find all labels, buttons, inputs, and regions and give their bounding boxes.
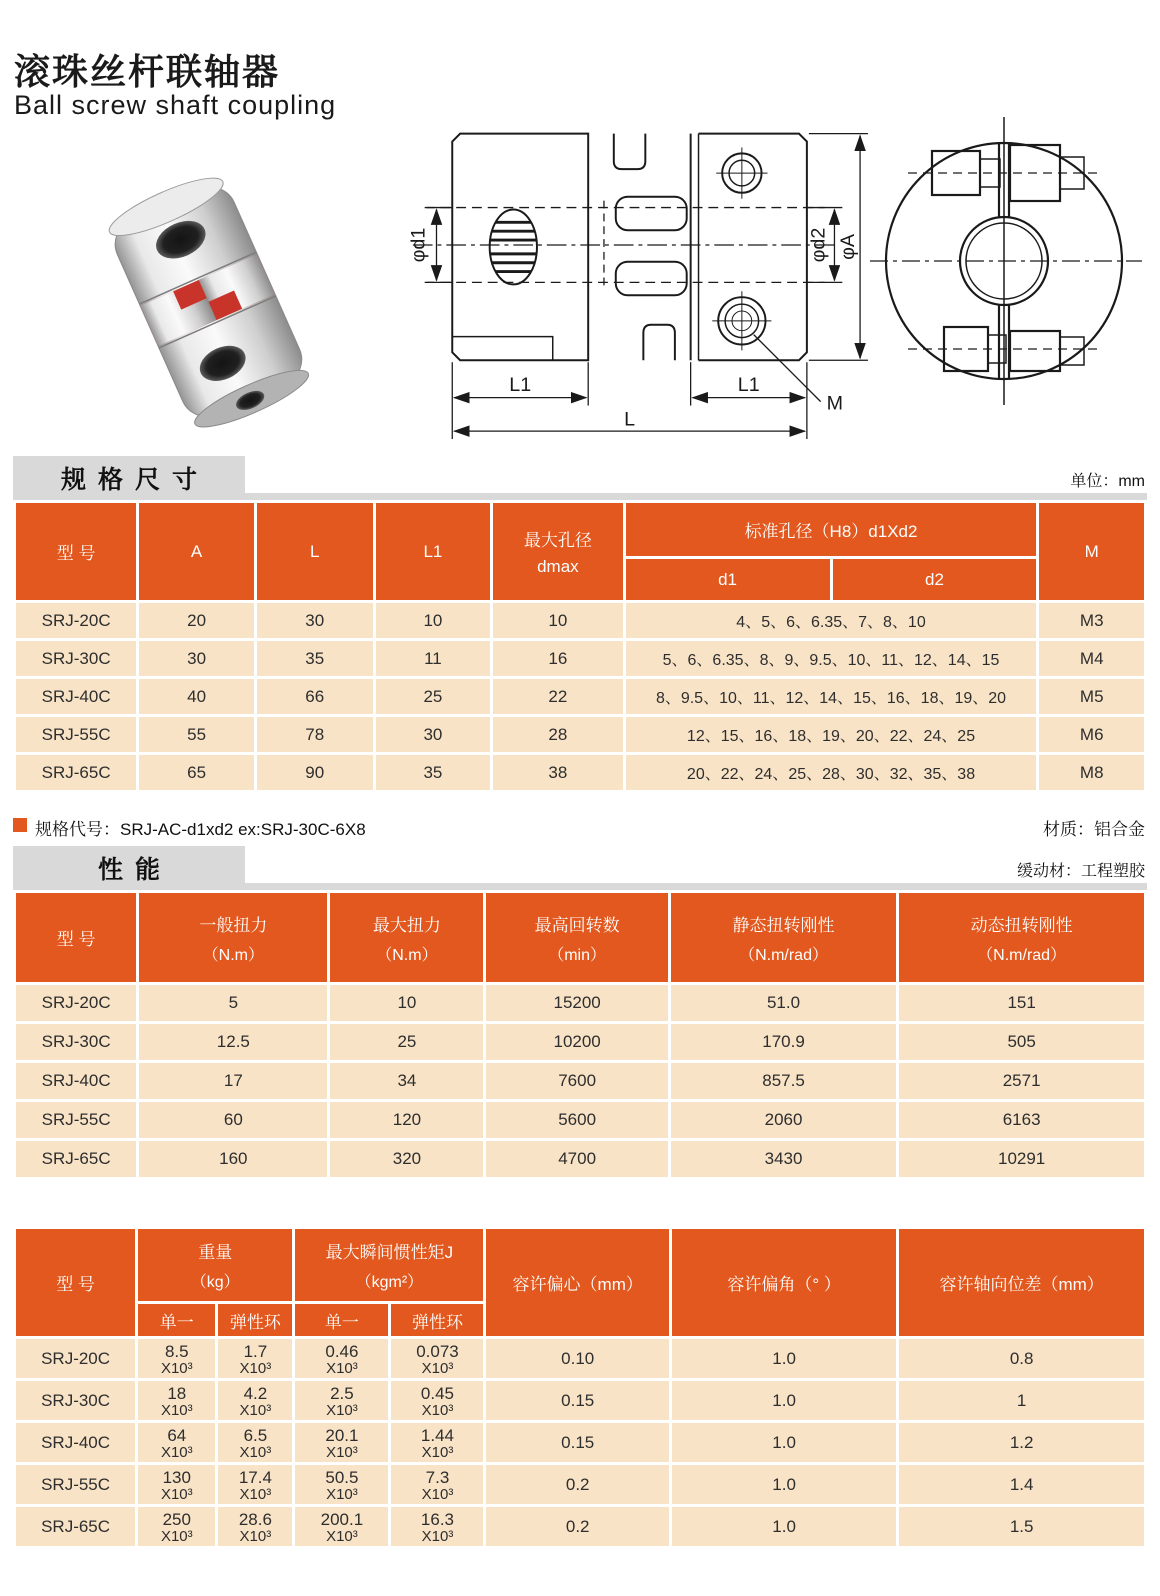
value: 0.45 (420, 1383, 455, 1403)
cell-angle: 1.0 (670, 1338, 897, 1380)
cell-inertia-ring (390, 1338, 485, 1380)
multiplier: X10³ (160, 1401, 193, 1419)
product-photo (55, 168, 355, 430)
front-view-drawing (852, 103, 1157, 443)
table-row (15, 602, 1146, 640)
cell-l1: 10 (374, 602, 492, 640)
col-header-dmax (492, 502, 624, 602)
multiplier: X10³ (326, 1401, 358, 1419)
side-view-drawing (395, 112, 873, 442)
cell-torque: 60 (138, 1101, 329, 1140)
multiplier: X10³ (421, 1359, 454, 1377)
cell-inertia-ring (390, 1422, 485, 1464)
value: 2.5 (330, 1383, 354, 1403)
cell-static-stiffness: 3430 (669, 1140, 897, 1179)
col-header-a: A (138, 502, 256, 602)
cell-model: SRJ-30C (15, 1380, 137, 1422)
cell-bores: 5、6、6.35、8、9、9.5、10、11、12、14、15 (624, 640, 1038, 678)
col-header-inertia-group (294, 1228, 485, 1303)
dim-label-a: φA (837, 234, 860, 260)
cell-axial: 0.8 (898, 1338, 1146, 1380)
cell-bores: 20、22、24、25、28、30、32、35、38 (624, 754, 1038, 792)
cell-inertia-single (294, 1380, 390, 1422)
header-unit: （N.m/rad） (977, 946, 1067, 964)
cell-static-stiffness: 857.5 (669, 1062, 897, 1101)
header-name: 一般扭力 (199, 915, 268, 935)
page-title: 滚珠丝杆联轴器 (14, 51, 281, 92)
multiplier: X10³ (421, 1401, 454, 1419)
front-center-lines (870, 173, 1142, 349)
center-lines (413, 201, 837, 290)
cell-l: 78 (255, 716, 374, 754)
cell-model: SRJ-55C (15, 1101, 138, 1140)
header-name: 最高回转数 (534, 915, 620, 935)
cell-l: 30 (255, 602, 374, 640)
value: 0.46 (325, 1341, 359, 1361)
value: 0.073 (416, 1341, 459, 1361)
cell-l1: 25 (374, 678, 492, 716)
spec-table (13, 500, 1147, 793)
col-header-weight-group (137, 1228, 294, 1303)
cell-model: SRJ-20C (15, 984, 138, 1023)
cell-model: SRJ-20C (15, 602, 138, 640)
cell-torque: 5 (138, 984, 329, 1023)
cell-weight-single (137, 1338, 217, 1380)
table-row (15, 1101, 1146, 1140)
cell-bores: 4、5、6、6.35、7、8、10 (624, 602, 1038, 640)
value: 16.3 (420, 1509, 455, 1529)
table-row (15, 1506, 1146, 1548)
table-row (15, 1380, 1146, 1422)
cell-inertia-ring (390, 1506, 485, 1548)
cell-dmax: 16 (492, 640, 624, 678)
value: 20.1 (325, 1425, 359, 1445)
value: 8.5 (164, 1341, 189, 1361)
col-header-static-stiffness (669, 892, 897, 984)
dim-label-d2: φd2 (807, 227, 830, 263)
cell-a: 30 (138, 640, 256, 678)
coupling-outline (452, 134, 807, 361)
col-header-m: M (1038, 502, 1146, 602)
buffer-note: 缓动材：工程塑胶 (1016, 863, 1145, 880)
multiplier: X10³ (421, 1443, 454, 1461)
cell-l1: 35 (374, 754, 492, 792)
header-name: 重量 (198, 1243, 233, 1262)
multiplier: X10³ (239, 1401, 272, 1419)
col-header-model: 型 号 (15, 502, 138, 602)
cell-model: SRJ-40C (15, 1062, 138, 1101)
cell-angle: 1.0 (670, 1464, 897, 1506)
cell-weight-single (137, 1380, 217, 1422)
table-header-row (15, 892, 1146, 984)
value: 200.1 (320, 1509, 364, 1529)
cell-torque: 12.5 (138, 1023, 329, 1062)
cell-l: 35 (255, 640, 374, 678)
cell-l1: 30 (374, 716, 492, 754)
cell-weight-ring (217, 1506, 294, 1548)
value: 1.44 (420, 1425, 455, 1445)
header-name: 最大扭力 (372, 915, 441, 935)
value: 17.4 (238, 1467, 272, 1487)
cell-max-rpm: 4700 (485, 1140, 669, 1179)
cell-a: 65 (138, 754, 256, 792)
cell-dynamic-stiffness: 6163 (898, 1101, 1146, 1140)
col-header-dynamic-stiffness (898, 892, 1146, 984)
cell-axial: 1 (898, 1380, 1146, 1422)
cell-weight-single (137, 1506, 217, 1548)
multiplier: X10³ (421, 1485, 454, 1503)
table-header-row (15, 502, 1146, 558)
col-header-max-rpm (485, 892, 669, 984)
value: 130 (162, 1467, 191, 1487)
dmax-label: 最大孔径 (523, 531, 592, 550)
header-unit: （N.m） (376, 946, 438, 964)
cell-angle: 1.0 (670, 1506, 897, 1548)
col-header-weight-ring: 弹性环 (217, 1303, 294, 1338)
header-name: 最大瞬间惯性矩J (325, 1243, 454, 1262)
multiplier: X10³ (160, 1443, 193, 1461)
cell-inertia-single (294, 1422, 390, 1464)
cell-bores: 12、15、16、18、19、20、22、24、25 (624, 716, 1038, 754)
performance-section-title: 性能 (13, 846, 245, 890)
cell-l: 66 (255, 678, 374, 716)
cell-l1: 11 (374, 640, 492, 678)
col-header-model: 型 号 (15, 1228, 137, 1338)
header-unit: （N.m/rad） (739, 946, 828, 964)
cell-inertia-ring (390, 1380, 485, 1422)
multiplier: X10³ (326, 1527, 358, 1545)
cell-static-stiffness: 51.0 (669, 984, 897, 1023)
cell-model: SRJ-55C (15, 716, 138, 754)
multiplier: X10³ (239, 1527, 272, 1545)
cell-dynamic-stiffness: 151 (898, 984, 1146, 1023)
cell-dynamic-stiffness: 505 (898, 1023, 1146, 1062)
cell-max-rpm: 7600 (485, 1062, 669, 1101)
performance-table (13, 890, 1147, 1180)
cell-eccentricity: 0.15 (485, 1380, 670, 1422)
value: 50.5 (325, 1467, 359, 1487)
value: 28.6 (238, 1509, 272, 1529)
spec-section-title: 规格尺寸 (13, 456, 245, 500)
table-row (15, 1338, 1146, 1380)
header-name: 静态扭转刚性 (732, 915, 835, 935)
cell-max-rpm: 10200 (485, 1023, 669, 1062)
multiplier: X10³ (239, 1443, 272, 1461)
cell-bores: 8、9.5、10、11、12、14、15、16、18、19、20 (624, 678, 1038, 716)
cell-l: 90 (255, 754, 374, 792)
dim-label-l: L (624, 408, 636, 431)
cell-eccentricity: 0.2 (485, 1506, 670, 1548)
cell-eccentricity: 0.15 (485, 1422, 670, 1464)
col-header-inertia-ring: 弹性环 (390, 1303, 485, 1338)
table-row (15, 1422, 1146, 1464)
dim-label-l1-right: L1 (737, 373, 760, 396)
page-subtitle: Ball screw shaft coupling (14, 90, 337, 120)
header-unit: （kg） (190, 1274, 240, 1291)
value: 4.2 (243, 1383, 268, 1403)
table-row (15, 1023, 1146, 1062)
cell-model: SRJ-65C (15, 1140, 138, 1179)
value: 18 (167, 1383, 187, 1403)
cell-model: SRJ-40C (15, 678, 138, 716)
cell-axial: 1.5 (898, 1506, 1146, 1548)
cell-dynamic-stiffness: 10291 (898, 1140, 1146, 1179)
col-header-l: L (255, 502, 374, 602)
col-header-inertia-single: 单一 (294, 1303, 390, 1338)
cell-m: M5 (1038, 678, 1146, 716)
col-header-torque (138, 892, 329, 984)
cell-angle: 1.0 (670, 1380, 897, 1422)
table-row (15, 984, 1146, 1023)
cell-weight-single (137, 1422, 217, 1464)
value: 6.5 (243, 1425, 268, 1445)
material-note: 材质：铝合金 (1043, 820, 1145, 839)
cell-m: M6 (1038, 716, 1146, 754)
cell-eccentricity: 0.10 (485, 1338, 670, 1380)
cell-axial: 1.2 (898, 1422, 1146, 1464)
col-header-max-torque (329, 892, 485, 984)
cell-max-torque: 25 (329, 1023, 485, 1062)
table-row (15, 640, 1146, 678)
cell-dmax: 28 (492, 716, 624, 754)
multiplier: X10³ (326, 1443, 358, 1461)
cell-m: M8 (1038, 754, 1146, 792)
cell-max-torque: 120 (329, 1101, 485, 1140)
col-header-angle: 容许偏角（° ） (670, 1228, 897, 1338)
cell-weight-ring (217, 1464, 294, 1506)
cell-model: SRJ-55C (15, 1464, 137, 1506)
cell-dmax: 38 (492, 754, 624, 792)
cell-dynamic-stiffness: 2571 (898, 1062, 1146, 1101)
col-header-model: 型 号 (15, 892, 138, 984)
cell-torque: 17 (138, 1062, 329, 1101)
multiplier: X10³ (160, 1527, 193, 1545)
col-header-d2: d2 (831, 558, 1038, 602)
header-unit: （N.m） (202, 946, 264, 964)
cell-static-stiffness: 2060 (669, 1101, 897, 1140)
multiplier: X10³ (239, 1485, 272, 1503)
cell-weight-single (137, 1464, 217, 1506)
tolerance-table (13, 1226, 1147, 1549)
table-row (15, 1062, 1146, 1101)
cell-dmax: 22 (492, 678, 624, 716)
col-header-eccentricity: 容许偏心（mm） (485, 1228, 670, 1338)
cell-inertia-ring (390, 1464, 485, 1506)
table-row (15, 1464, 1146, 1506)
cell-model: SRJ-40C (15, 1422, 137, 1464)
cell-a: 40 (138, 678, 256, 716)
cell-model: SRJ-30C (15, 640, 138, 678)
cell-a: 55 (138, 716, 256, 754)
multiplier: X10³ (326, 1359, 358, 1377)
coupling-body (102, 168, 316, 430)
multiplier: X10³ (239, 1359, 272, 1377)
col-header-l1: L1 (374, 502, 492, 602)
cell-static-stiffness: 170.9 (669, 1023, 897, 1062)
value: 7.3 (425, 1467, 450, 1487)
cell-model: SRJ-65C (15, 1506, 137, 1548)
spec-section-bar (13, 456, 1147, 500)
value: 64 (167, 1425, 187, 1445)
dimension-labels (408, 228, 859, 431)
col-header-d1: d1 (624, 558, 831, 602)
spec-code-note: 规格代号：SRJ-AC-d1xd2 ex:SRJ-30C-6X8 (35, 820, 366, 839)
table-row (15, 754, 1146, 792)
dmax-symbol: dmax (537, 557, 579, 576)
col-header-axial: 容许轴向位差（mm） (898, 1228, 1146, 1338)
table-row (15, 678, 1146, 716)
cell-inertia-single (294, 1506, 390, 1548)
orange-square-icon (13, 818, 27, 832)
dim-label-l1-left: L1 (509, 373, 532, 396)
cell-model: SRJ-30C (15, 1023, 138, 1062)
cell-axial: 1.4 (898, 1464, 1146, 1506)
cell-weight-ring (217, 1338, 294, 1380)
dimension-lines (427, 134, 868, 439)
cell-max-rpm: 5600 (485, 1101, 669, 1140)
cell-inertia-single (294, 1338, 390, 1380)
col-header-bore-group: 标准孔径（H8）d1Xd2 (624, 502, 1038, 558)
cell-dmax: 10 (492, 602, 624, 640)
multiplier: X10³ (160, 1485, 193, 1503)
header-unit: （kgm²） (355, 1274, 424, 1291)
table-row (15, 716, 1146, 754)
multiplier: X10³ (326, 1485, 358, 1503)
performance-section-bar (13, 846, 1147, 890)
value: 250 (162, 1509, 191, 1529)
dim-label-m: M (826, 392, 843, 415)
spec-footnote (13, 815, 1147, 837)
header-unit: （min） (548, 946, 607, 964)
cell-m: M3 (1038, 602, 1146, 640)
cell-angle: 1.0 (670, 1422, 897, 1464)
dim-label-d1: φd1 (407, 227, 430, 263)
cell-m: M4 (1038, 640, 1146, 678)
value: 1.7 (243, 1341, 268, 1361)
cell-weight-ring (217, 1380, 294, 1422)
table-row (15, 1140, 1146, 1179)
cell-max-torque: 34 (329, 1062, 485, 1101)
header-name: 动态扭转刚性 (970, 915, 1073, 935)
cell-max-torque: 320 (329, 1140, 485, 1179)
cell-a: 20 (138, 602, 256, 640)
cell-torque: 160 (138, 1140, 329, 1179)
table-header-row (15, 1228, 1146, 1303)
col-header-weight-single: 单一 (137, 1303, 217, 1338)
cell-max-torque: 10 (329, 984, 485, 1023)
cell-max-rpm: 15200 (485, 984, 669, 1023)
multiplier: X10³ (160, 1359, 193, 1377)
cell-inertia-single (294, 1464, 390, 1506)
unit-note: 单位：mm (1070, 473, 1145, 490)
cell-eccentricity: 0.2 (485, 1464, 670, 1506)
cell-weight-ring (217, 1422, 294, 1464)
cell-model: SRJ-20C (15, 1338, 137, 1380)
multiplier: X10³ (421, 1527, 454, 1545)
cell-model: SRJ-65C (15, 754, 138, 792)
